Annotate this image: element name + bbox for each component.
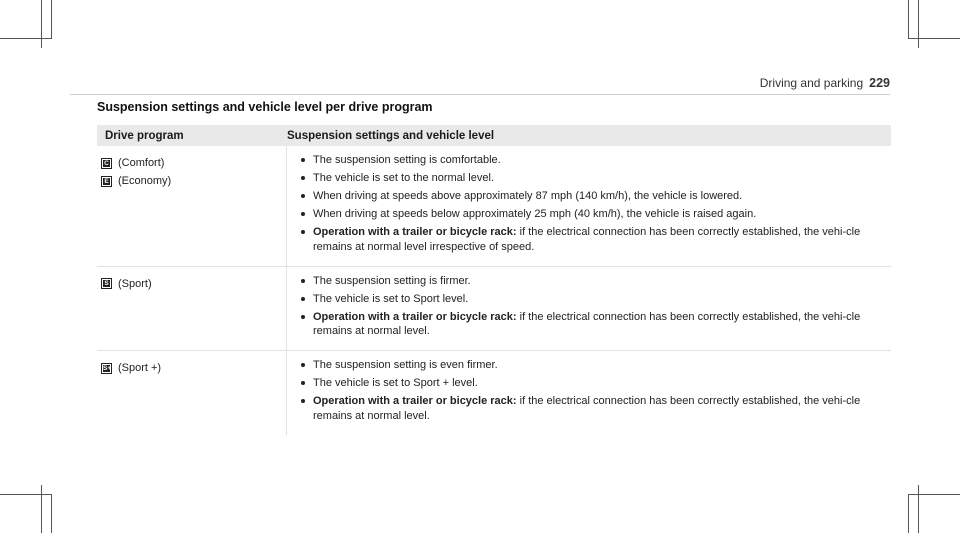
list-item <box>299 207 891 222</box>
table-row <box>97 146 891 267</box>
drive-program-cell <box>97 351 287 435</box>
table-row <box>97 267 891 352</box>
section-title: Driving and parking <box>759 76 864 90</box>
drive-program-icon <box>101 278 112 289</box>
drive-program-label: (Economy) <box>118 175 172 187</box>
drive-program-icon <box>101 176 112 187</box>
settings-cell <box>287 351 891 435</box>
list-item-text: The suspension setting is comfortable. <box>313 154 501 166</box>
drive-program-cell <box>97 267 287 351</box>
list-item <box>299 189 891 204</box>
list-item-bold: Operation with a trailer or bicycle rack: <box>313 395 517 407</box>
list-item-text: The suspension setting is even firmer. <box>313 359 498 371</box>
drive-program-icon <box>101 158 112 169</box>
list-item <box>299 171 891 186</box>
list-item-text: When driving at speeds above approximately 87 mph (140 km/h), the vehicle is lowered. <box>313 190 743 202</box>
list-item-text: The vehicle is set to Sport level. <box>313 292 469 305</box>
drive-program-cell <box>97 146 287 266</box>
list-item <box>299 292 891 307</box>
crop-mark <box>51 494 52 533</box>
list-item-text: The vehicle is set to the normal level. <box>313 172 494 184</box>
crop-mark <box>918 0 919 48</box>
list-item-text: The suspension setting is firmer. <box>313 274 471 287</box>
drive-program-item <box>101 172 286 190</box>
drive-program-label: (Comfort) <box>118 157 165 169</box>
crop-mark <box>908 494 909 533</box>
settings-list <box>299 153 891 254</box>
crop-mark <box>51 0 52 38</box>
drive-program-label: (Sport) <box>118 277 152 290</box>
settings-cell <box>287 267 891 351</box>
table-body <box>97 146 891 435</box>
running-header <box>760 76 890 90</box>
page-number: 229 <box>869 76 890 90</box>
drive-program-icon-letter: S <box>104 280 109 287</box>
crop-mark <box>41 0 42 48</box>
crop-mark <box>0 494 52 495</box>
list-item-bold: Operation with a trailer or bicycle rack: <box>313 226 517 238</box>
table-row <box>97 351 891 435</box>
table-header <box>97 125 891 146</box>
column-header: Drive program <box>105 129 184 142</box>
list-item-text: The vehicle is set to Sport + level. <box>313 377 478 389</box>
list-item-text: When driving at speeds below approximately 25 mph (40 km/h), the vehicle is raised again. <box>313 208 757 220</box>
list-item-text: if the electrical connection has been correctly established, the vehi-cle remains at normal level irrespective of speed. <box>313 226 861 253</box>
list-item <box>299 153 891 168</box>
list-item <box>299 310 891 339</box>
drive-program-item <box>101 275 286 293</box>
drive-program-icon-letter: S+ <box>103 364 112 372</box>
drive-program-label: (Sport +) <box>118 362 162 374</box>
drive-program-icon-letter: C <box>104 159 109 167</box>
list-item-text: if the electrical connection has been correctly established, the vehi-cle remains at normal level. <box>313 395 861 422</box>
list-item-text: if the electrical connection has been correctly established, the vehi-cle remains at normal level. <box>313 310 861 337</box>
settings-list <box>299 274 891 339</box>
crop-mark <box>908 38 960 39</box>
crop-mark <box>908 0 909 38</box>
settings-list <box>299 358 891 423</box>
list-item <box>299 394 891 423</box>
settings-cell <box>287 146 891 266</box>
drive-program-item <box>101 359 286 377</box>
crop-mark <box>41 485 42 533</box>
drive-program-table <box>97 125 891 435</box>
section-heading: Suspension settings and vehicle level per drive program <box>97 100 433 114</box>
column-header: Suspension settings and vehicle level <box>287 129 495 142</box>
crop-mark <box>0 38 52 39</box>
list-item <box>299 274 891 289</box>
list-item-bold: Operation with a trailer or bicycle rack: <box>313 310 517 323</box>
header-rule <box>70 94 890 95</box>
drive-program-item <box>101 154 286 172</box>
crop-mark <box>918 485 919 533</box>
list-item <box>299 358 891 373</box>
drive-program-icon <box>101 363 112 374</box>
crop-mark <box>908 494 960 495</box>
list-item <box>299 376 891 391</box>
drive-program-icon-letter: E <box>104 177 109 185</box>
list-item <box>299 225 891 254</box>
